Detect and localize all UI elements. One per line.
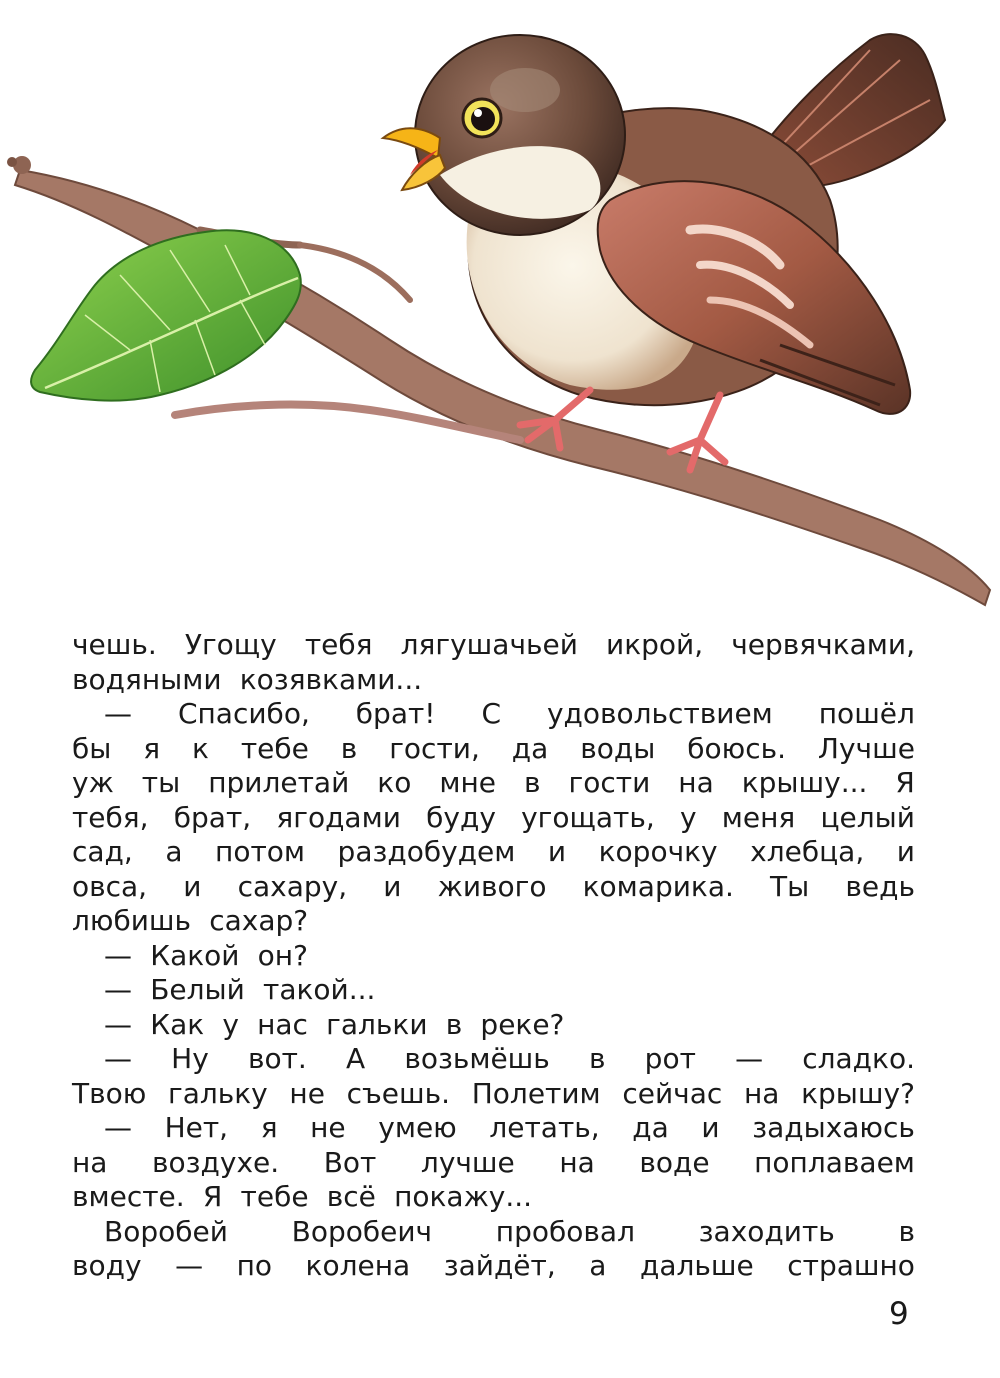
word: пробовал [495,1214,635,1248]
word: я [143,731,161,765]
word: живого [437,869,547,903]
word: на [743,1076,780,1110]
word: чешь. [72,628,157,661]
text-line [72,732,915,767]
text-line [72,697,915,732]
word: икрой, [606,628,704,661]
word: поплаваем [754,1145,915,1179]
word: вот. [247,1042,307,1075]
bird-head [415,35,625,235]
word: Угощу [184,628,277,661]
word: овса, [72,869,148,903]
word: сахар? [209,904,309,937]
word: сладко. [802,1042,915,1075]
word: — [735,1042,764,1075]
word: — [104,1042,132,1075]
word: С [481,697,502,730]
word: не [310,1111,346,1144]
leaf [31,230,301,400]
word: гальки [326,1007,428,1041]
word: ягодами [276,800,401,834]
word: возьмёшь [404,1042,550,1075]
word: Я [202,1180,223,1213]
word: и [701,1111,720,1144]
word: на [72,1145,108,1179]
text-line [72,1215,915,1250]
word: корочку [598,835,718,868]
text-line [72,801,915,836]
word: прилетай [208,766,350,799]
story-text [72,628,915,1284]
word: а [589,1249,607,1282]
word: да [632,1111,669,1144]
text-line [72,835,915,870]
word: комарика. [582,869,734,903]
text-line [72,1008,915,1043]
word: Как [150,1007,205,1041]
word: сахару, [237,869,348,903]
word: уж [72,766,114,799]
text-line [72,663,915,698]
word: у [222,1007,239,1041]
word: тебе [240,731,309,765]
text-line [72,766,915,801]
word: пошёл [818,697,915,730]
word: по [236,1249,273,1282]
word: в [588,1042,606,1075]
word: мне [439,766,496,799]
word: у [679,800,697,834]
word: Ты [770,869,810,903]
text-line [72,939,915,974]
text-line [72,1111,915,1146]
word: крышу? [801,1076,915,1110]
word: в [340,731,358,765]
word: колена [305,1249,411,1282]
word: водяными [72,662,222,696]
word: Какой [150,938,240,972]
text-line [72,870,915,905]
text-line [72,904,915,939]
word: червячками, [731,628,915,661]
word: ты [141,766,181,799]
text-line [72,1180,915,1215]
word: Воробеич [291,1214,433,1248]
word: ведь [845,869,915,903]
word: меня [721,800,796,834]
word: и [547,835,567,868]
word: брат, [173,800,252,834]
word: гальку [167,1076,268,1110]
text-line [72,973,915,1008]
word: А [345,1042,366,1075]
word: Ну [171,1042,209,1075]
word: в [898,1214,915,1248]
word: сад, [72,835,133,868]
word: летать, [489,1111,600,1144]
word: вместе. [72,1180,185,1213]
word: тебя [304,628,373,661]
text-line [72,1249,915,1284]
word: не [289,1076,325,1110]
word: Спасибо, [177,697,310,730]
word: задыхаюсь [752,1111,915,1144]
text-line [72,1077,915,1112]
word: и [383,869,402,903]
word: дальше [639,1249,754,1282]
word: зайдёт, [443,1249,556,1282]
word: Твою [72,1076,147,1110]
word: я [260,1111,278,1144]
text-line [72,1146,915,1181]
word: — [175,1249,204,1282]
word: рот [644,1042,696,1075]
word: бы [72,731,112,765]
word: к [192,731,209,765]
text-line [72,1042,915,1077]
word: всё [326,1180,376,1213]
word: на [678,766,714,799]
word: в [524,766,541,799]
bird-eye [463,99,501,137]
word: воды [580,731,656,765]
word: такой... [263,973,376,1006]
word: воздухе. [152,1145,280,1179]
word: ко [377,766,412,799]
word: потом [215,835,306,868]
word: лягушачьей [400,628,578,661]
word: хлебца, [750,835,865,868]
word: сейчас [622,1076,723,1110]
word: Я [895,766,915,799]
word: козявками... [239,662,423,696]
word: а [165,835,183,868]
word: Вот [323,1145,377,1179]
page-number: 9 [889,1296,909,1332]
word: воду [72,1249,142,1282]
word: на [559,1145,595,1179]
sparrow-illustration [0,0,1000,620]
text-line [72,628,915,663]
word: тебя, [72,800,149,834]
word: и [896,835,915,868]
word: угощать, [521,800,655,834]
word: умею [378,1111,457,1144]
word: удовольствием [546,697,773,730]
word: тебе [240,1180,309,1213]
word: он? [257,938,308,972]
word: брат! [355,697,436,730]
word: — [104,938,132,972]
word: буду [426,800,496,834]
word: и [183,869,202,903]
word: любишь [72,904,192,937]
word: — [104,973,132,1006]
word: Лучше [817,731,915,765]
word: крышу... [741,766,868,799]
word: — [104,1007,132,1041]
word: заходить [698,1214,835,1248]
word: нас [257,1007,308,1041]
word: страшно [787,1249,915,1282]
word: — [104,1111,132,1144]
word: покажу... [394,1180,533,1213]
word: раздобудем [337,835,516,868]
word: Нет, [164,1111,229,1144]
word: реке? [480,1007,565,1041]
word: да [511,731,549,765]
word: целый [820,800,915,834]
word: гости, [389,731,480,765]
word: Воробей [104,1214,228,1248]
word: лучше [420,1145,515,1179]
word: съешь. [346,1076,451,1110]
word: — [104,697,132,730]
word: боюсь. [687,731,786,765]
word: в [445,1007,463,1041]
word: Полетим [471,1076,601,1110]
word: Белый [150,973,245,1006]
word: гости [568,766,651,799]
word: воде [639,1145,710,1179]
